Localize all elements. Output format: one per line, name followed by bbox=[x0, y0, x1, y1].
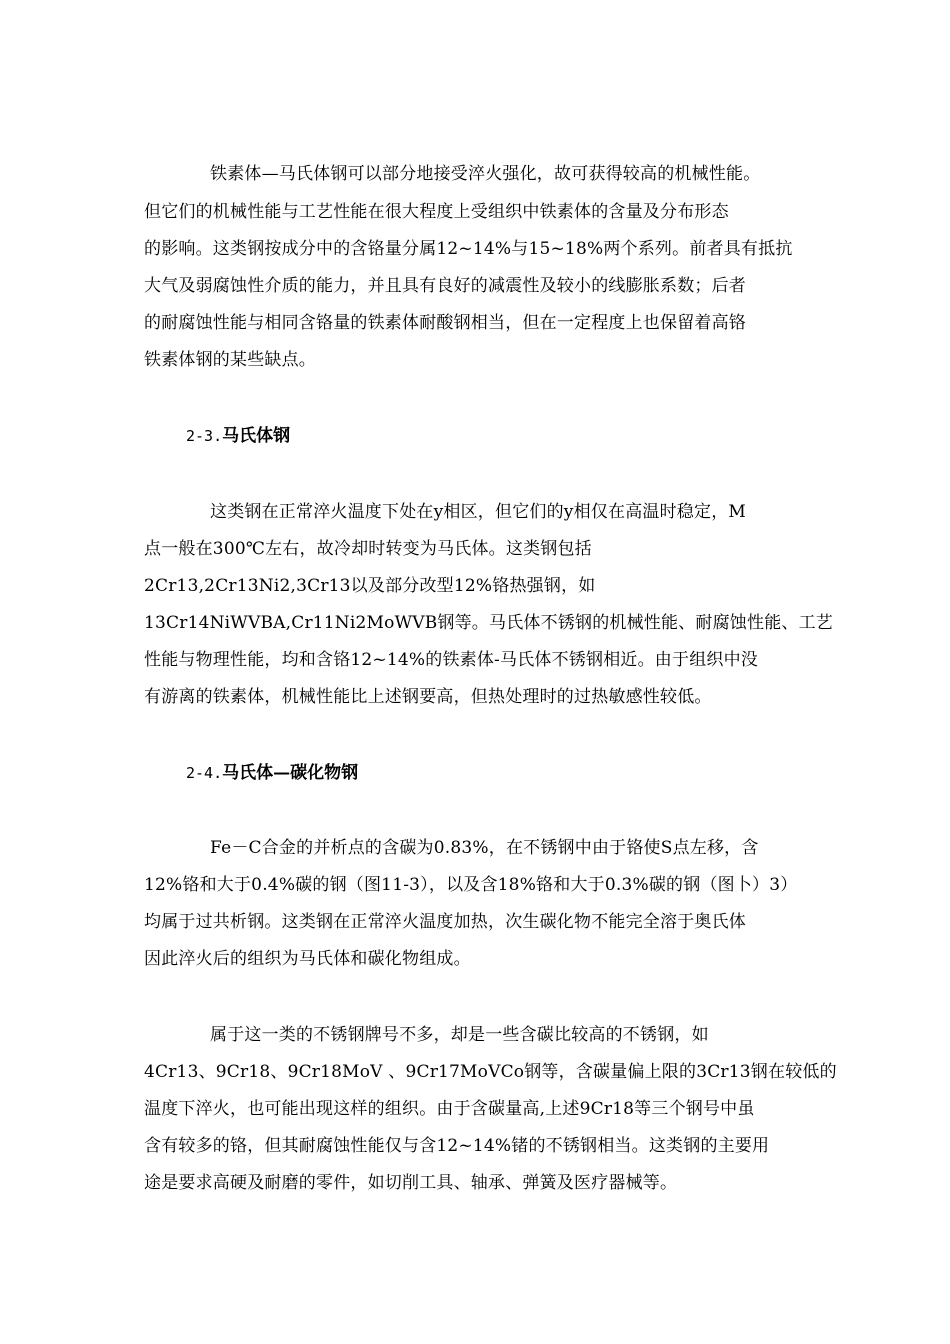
section-title: 马氏体钢 bbox=[222, 426, 291, 446]
text-line: 性能与物理性能，均和含铬12~14%的铁素体-马氏体不锈钢相近。由于组织中没 bbox=[144, 650, 759, 670]
section-heading-2-3 bbox=[186, 424, 290, 448]
text-line: 铁素体钢的某些缺点。 bbox=[144, 350, 316, 370]
text-line: 有游离的铁素体，机械性能比上述钢要高，但热处理时的过热敏感性较低。 bbox=[144, 687, 712, 707]
section-title: 马氏体—碳化物钢 bbox=[222, 763, 359, 783]
text-line: 的耐腐蚀性能与相同含铬量的铁素体耐酸钢相当，但在一定程度上也保留着高铬 bbox=[144, 313, 746, 333]
text-line: 13Cr14NiWVBA,Cr11Ni2MoWVB钢等。马氏体不锈钢的机械性能、耐腐蚀性能、工艺 bbox=[144, 613, 834, 633]
text-line: 途是要求高硬及耐磨的零件，如切削工具、轴承、弹簧及医疗器械等。 bbox=[144, 1173, 678, 1193]
text-line: 4Cr13、9Cr18、9Cr18MoV 、9Cr17MoVCo钢等，含碳量偏上限的3Cr13钢在较低的 bbox=[144, 1062, 837, 1082]
section-number: 2-4. bbox=[186, 764, 223, 782]
text-line: 温度下淬火，也可能出现这样的组织。由于含碳量高,上述9Cr18等三个钢号中虽 bbox=[144, 1099, 755, 1119]
text-line: 12%铬和大于0.4%碳的钢（图11-3），以及含18%铬和大于0.3%碳的钢（图卜）3） bbox=[144, 875, 798, 895]
text-line: 因此淬火后的组织为马氏体和碳化物组成。 bbox=[144, 949, 471, 969]
text-line: 2Cr13,2Cr13Ni2,3Cr13以及部分改型12%铬热强钢，如 bbox=[144, 576, 596, 596]
text-line: 属于这一类的不锈钢牌号不多，却是一些含碳比较高的不锈钢，如 bbox=[210, 1025, 709, 1045]
section-heading-2-4 bbox=[186, 761, 358, 785]
section-number: 2-3. bbox=[186, 427, 223, 445]
text-line: 铁素体—马氏体钢可以部分地接受淬火强化，故可获得较高的机械性能。 bbox=[210, 164, 761, 184]
text-line: 点一般在300℃左右，故冷却时转变为马氏体。这类钢包括 bbox=[144, 539, 592, 559]
text-line: 的影响。这类钢按成分中的含铬量分属12~14%与15~18%两个系列。前者具有抵抗 bbox=[144, 239, 793, 259]
text-line: 这类钢在正常淬火温度下处在y相区，但它们的y相仅在高温时稳定，M bbox=[210, 502, 747, 522]
text-line: Fe－C合金的并析点的含碳为0.83%，在不锈钢中由于铬使S点左移，含 bbox=[210, 838, 759, 858]
text-line: 均属于过共析钢。这类钢在正常淬火温度加热，次生碳化物不能完全溶于奥氏体 bbox=[144, 912, 746, 932]
text-line: 大气及弱腐蚀性介质的能力，并且具有良好的减震性及较小的线膨胀系数；后者 bbox=[144, 276, 746, 296]
text-line: 但它们的机械性能与工艺性能在很大程度上受组织中铁素体的含量及分布形态 bbox=[144, 202, 729, 222]
text-line: 含有较多的铬，但其耐腐蚀性能仅与含12~14%锗的不锈钢相当。这类钢的主要用 bbox=[144, 1136, 770, 1156]
